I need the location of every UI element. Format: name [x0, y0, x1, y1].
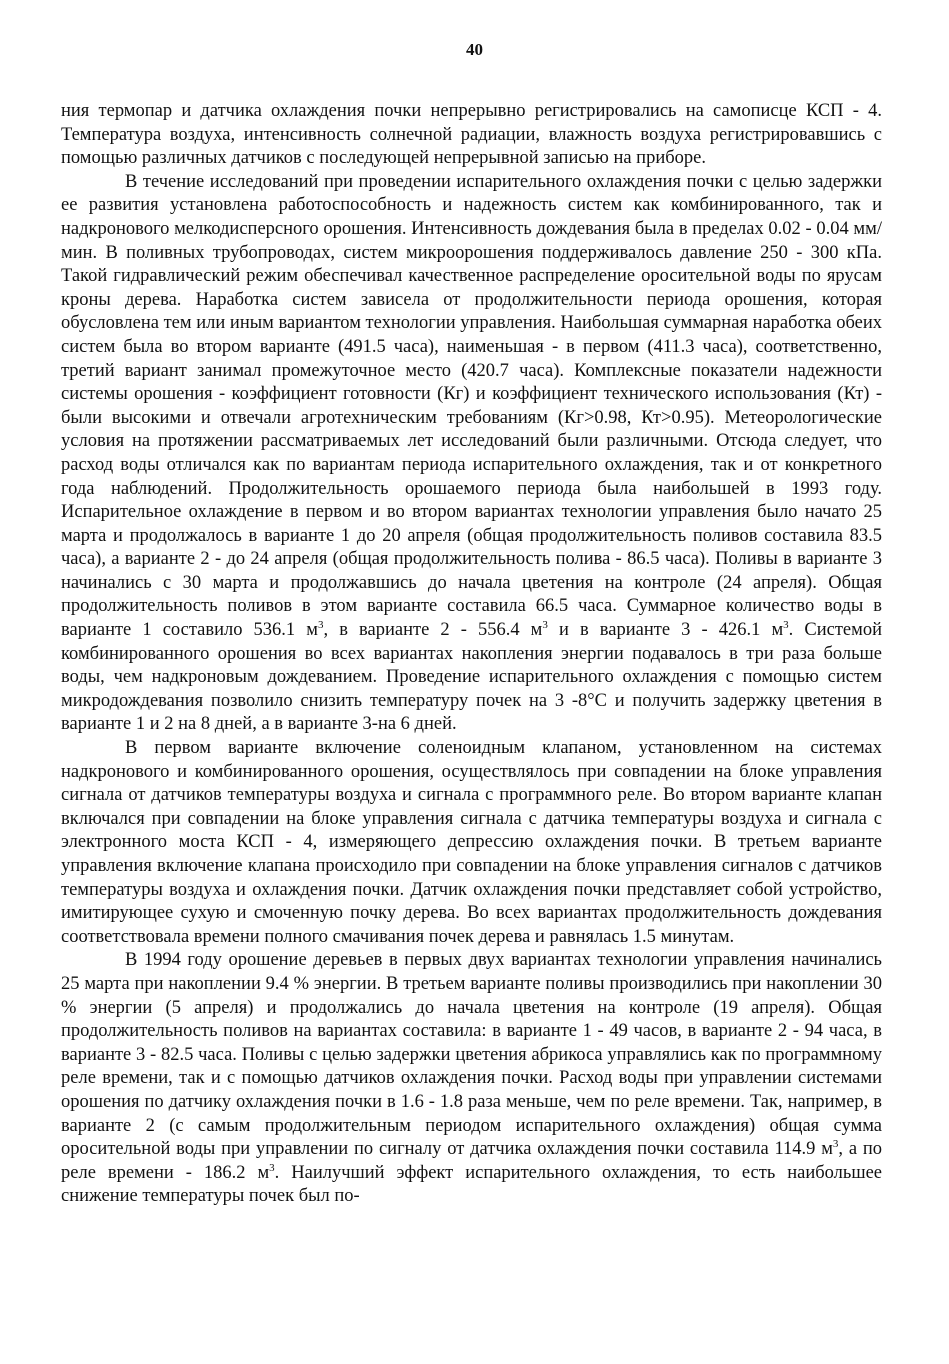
paragraph-3-text: В первом варианте включение соленоидным клапаном, установленном на системах надкронового и комбинированного орошения, осуществлялось при совпадении на блоке управления сигнала от датчиков температуры воздуха и сигнала с программного реле. Во втором варианте клапан включался при совпадении на блоке управления сигнала с датчика температуры воздуха и сигнала с электронного моста КСП - 4, измеряющего депрессию охлаждения почки. В третьем варианте управления включение клапана происходило при совпадении на блоке управления сигналов с датчиков температуры воздуха и охлаждения почки. Датчик охлаждения почки представляет собой устройство, имитирующее сухую и смоченную почку дерева. Во всех вариантах продолжительность дождевания соответствовала времени полного смачивания почек дерева и равнялась 1.5 минутам.	[61, 738, 882, 947]
paragraph-3	[61, 737, 882, 949]
paragraph-4	[61, 949, 882, 1209]
superscript-cubic: 3	[542, 618, 548, 631]
paragraph-4-text: В 1994 году орошение деревьев в первых двух вариантах технологии управления начинались 25 марта при накоплении 9.4 % энергии. В третьем варианте поливы производились при накоплении 30 % энергии (5 апреля) и продолжались до начала цветения на контроле (19 апреля). Общая продолжительность поливов на вариантах составила: в варианте 1 - 49 часов, в варианте 2 - 94 часа, в варианте 3 - 82.5 часа. Поливы с целью задержки цветения абрикоса управлялись как по программному реле времени, так и с помощью датчиков охлаждения почки. Расход воды при управлении системами орошения по датчику охлаждения почки в 1.6 - 1.8 раза меньше, чем по реле времени. Так, например, в варианте 2 (с самым продолжительным периодом испарительного охлаждения) общая сумма оросительной воды при управлении по сигналу от датчика охлаждения почки составила 114.9 м	[61, 950, 882, 1160]
paragraph-4-text-mid1: , а по реле времени - 186.2 м	[61, 1139, 882, 1183]
page-number: 40	[466, 40, 483, 59]
text-body	[61, 100, 882, 1209]
paragraph-2-text-post: . Системой комбинированного орошения во всех вариантах накопления энергии подавалось в три раза больше воды, чем надкроновым дождеванием. Проведение испарительного охлаждения с помощью систем микродождевания позволило снизить температуру почек на 3 -8°С и получить задержку цветения в варианте 1 и 2 на 8 дней, а в варианте 3-на 6 дней.	[61, 620, 882, 735]
paragraph-1	[61, 100, 882, 171]
paragraph-2-text-mid2: и в варианте 3 - 426.1 м	[547, 620, 784, 641]
paragraph-2-text: В течение исследований при проведении испарительного охлаждения почки с целью задержки ее развития установлена работоспособность и надежность систем как комбинированного, так и надкронового мелкодисперсного орошения. Интенсивность дождевания была в пределах 0.02 - 0.04 мм/мин. В поливных трубопроводах, систем микроорошения поддерживалось давление 250 - 300 кПа. Такой гидравлический режим обеспечивал качественное распределение оросительной воды по ярусам кроны дерева. Наработка систем зависела от продолжительности периода орошения, которая обусловлена тем или иным вариантом технологии управления. Наибольшая суммарная наработка обеих систем была во втором варианте (491.5 часа), наименьшая - в первом (411.3 часа), соответственно, третий вариант занимал промежуточное место (420.7 часа). Комплексные показатели надежности системы орошения - коэффициент готовности (Кг) и коэффициент технического использования (Кт) - были высокими и отвечали агротехническим требованиям (Кг>0.98, Кт>0.95). Метеорологические условия на протяжении рассматриваемых лет исследований были различными. Отсюда следует, что расход воды отличался как по вариантам периода испарительного охлаждения, так и от конкретного года наблюдений. Продолжительность орошаемого периода была наибольшей в 1993 году. Испарительное охлаждение в первом и во втором вариантах технологии управления было начато 25 марта и продолжалось в варианте 1 до 20 апреля (общая продолжительность поливов составила 83.5 часа), а варианте 2 - до 24 апреля (общая продолжительность полива - 86.5 часа). Поливы в варианте 3 начинались с 30 марта и продолжавшись до начала цветения на контроле (24 апреля). Общая продолжительность поливов в этом варианте составила 66.5 часа. Суммарное количество воды в варианте 1 составило 536.1 м	[61, 171, 882, 641]
superscript-cubic: 3	[832, 1137, 839, 1150]
superscript-cubic: 3	[783, 618, 789, 631]
superscript-cubic: 3	[317, 618, 324, 631]
superscript-cubic: 3	[269, 1161, 275, 1174]
paragraph-2-text-mid1: , в варианте 2 - 556.4 м	[323, 620, 543, 641]
paragraph-4-text-post: . Наилучший эффект испарительного охлаждения, то есть наибольшее снижение температуры почек был по-	[61, 1162, 882, 1207]
paragraph-1-text: ния термопар и датчика охлаждения почки непрерывно регистрировались на самописце КСП - 4. Температура воздуха, интенсивность солнечной радиации, влажность воздуха регистрировавшись с помощью различных датчиков с последующей непрерывной записью на приборе.	[61, 101, 882, 169]
paragraph-2	[61, 171, 882, 737]
